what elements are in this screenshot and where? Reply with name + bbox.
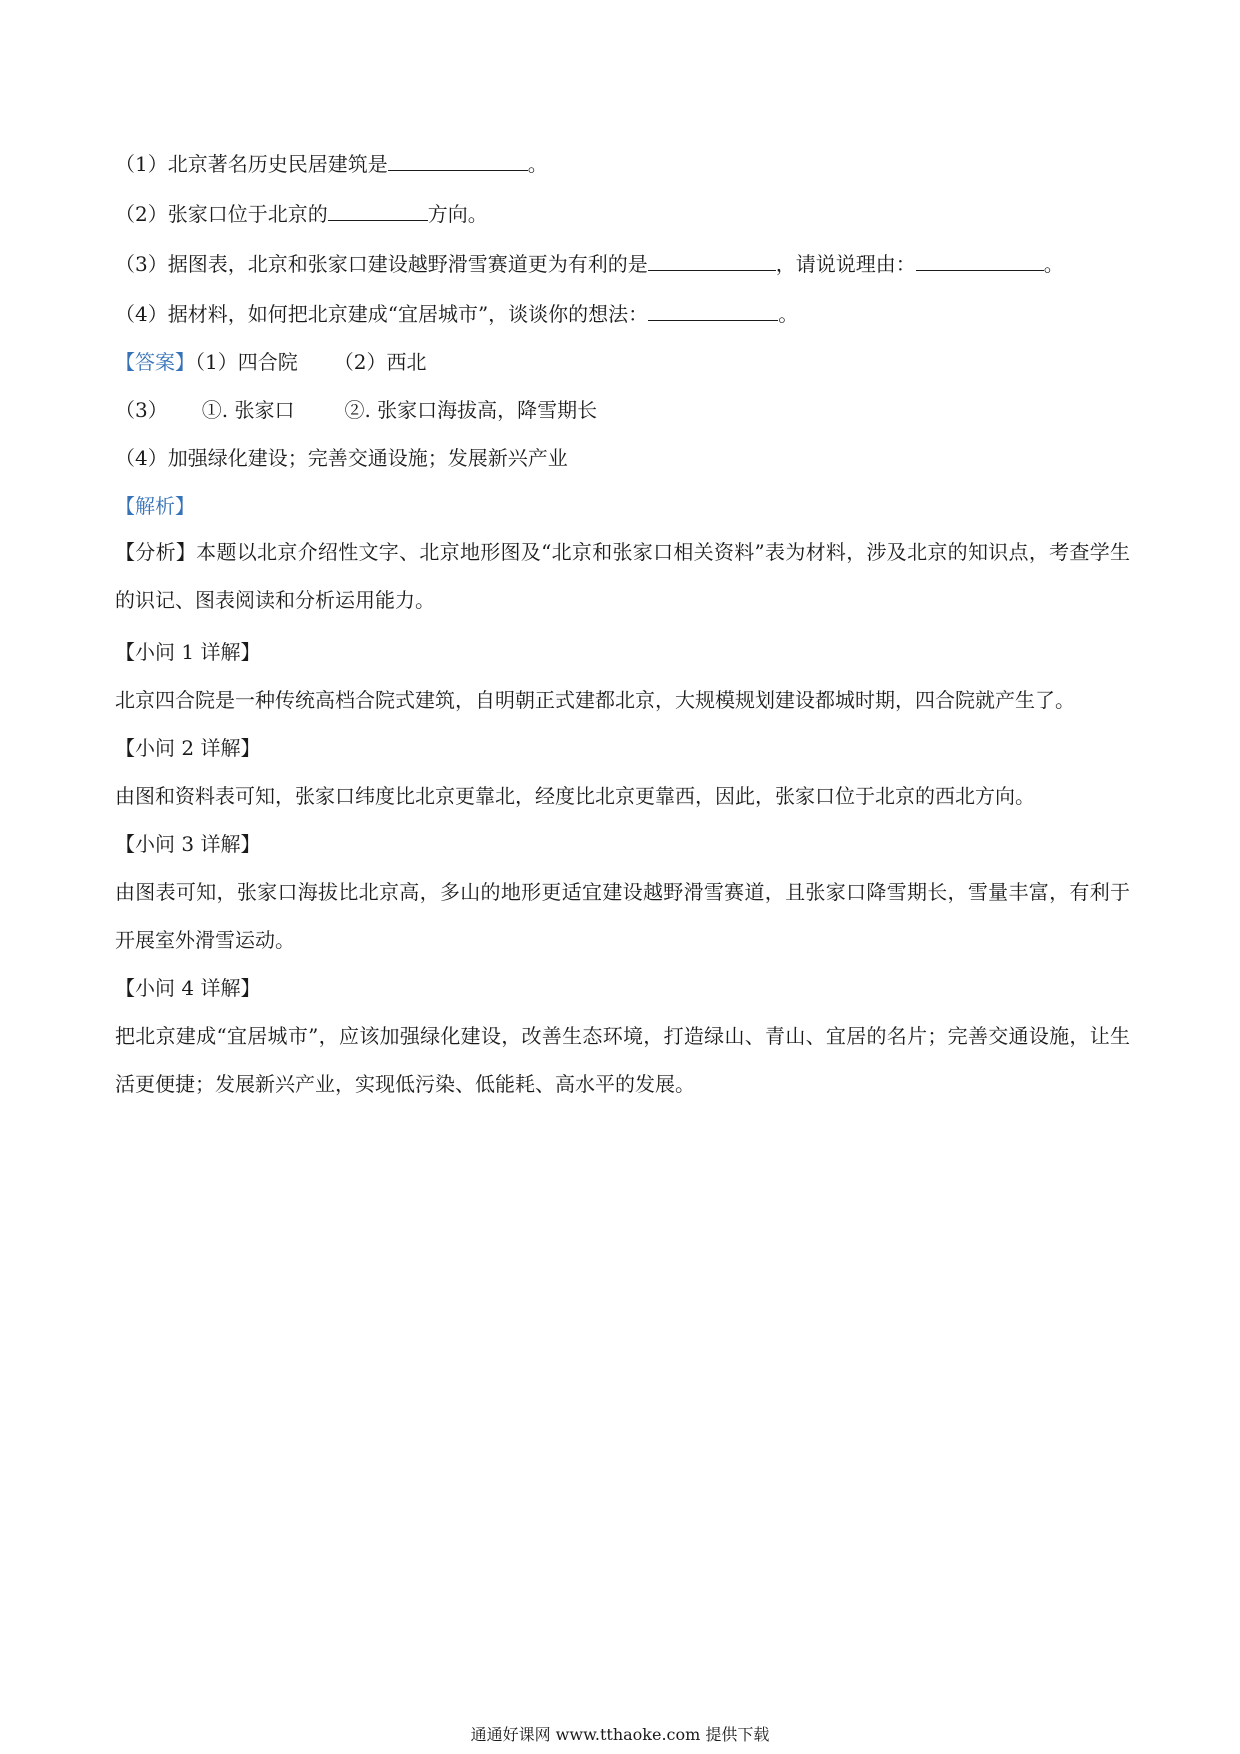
section-body-3: 由图表可知，张家口海拔比北京高，多山的地形更适宜建设越野滑雪赛道，且张家口降雪期长，雪量丰富，有利于开展室外滑雪运动。 xyxy=(115,880,1130,952)
question-4 xyxy=(115,298,1130,328)
answer-3-number: （3） xyxy=(115,398,168,422)
answer-label: 【答案】 xyxy=(115,350,195,374)
question-2 xyxy=(115,198,1130,228)
analysis-label: 【解析】 xyxy=(115,494,195,518)
section-title-1: 【小问 1 详解】 xyxy=(115,640,261,664)
answer-3-part-1: ①. 张家口 xyxy=(201,398,295,422)
section-body-1: 北京四合院是一种传统高档合院式建筑，自明朝正式建都北京，大规模规划建设都城时期，四合院就产生了。 xyxy=(115,688,1075,712)
question-3 xyxy=(115,248,1130,278)
page-footer: 通通好课网 www.tthaoke.com 提供下载 xyxy=(470,1725,770,1744)
analysis-intro: 【分析】本题以北京介绍性文字、北京地形图及“北京和张家口相关资料”表为材料，涉及北京的知识点，考查学生的识记、图表阅读和分析运用能力。 xyxy=(115,540,1130,612)
answer-line-3 xyxy=(115,444,1130,472)
question-number: （4） xyxy=(115,302,168,326)
answer-blank[interactable] xyxy=(648,298,778,321)
question-text: 据材料，如何把北京建成“宜居城市”，谈谈你的想法： xyxy=(167,302,649,326)
document-page xyxy=(115,148,1130,1108)
answer-line-2 xyxy=(115,396,1130,424)
answer-blank[interactable] xyxy=(388,148,528,171)
question-text-end: 方向。 xyxy=(427,202,488,226)
answer-blank[interactable] xyxy=(916,248,1044,271)
question-text-end: 。 xyxy=(1043,252,1064,276)
answer-line-1 xyxy=(115,348,1130,376)
question-text-mid: ，请说说理由： xyxy=(775,252,916,276)
answer-blank[interactable] xyxy=(328,198,428,221)
question-number: （1） xyxy=(115,152,168,176)
question-number: （2） xyxy=(115,202,168,226)
section-title-4: 【小问 4 详解】 xyxy=(115,976,261,1000)
answer-3-part-2: ②. 张家口海拔高，降雪期长 xyxy=(344,398,598,422)
question-text: 张家口位于北京的 xyxy=(167,202,328,226)
section-title-3: 【小问 3 详解】 xyxy=(115,832,261,856)
section-body-2: 由图和资料表可知，张家口纬度比北京更靠北，经度比北京更靠西，因此，张家口位于北京的西北方向。 xyxy=(115,784,1035,808)
answer-4: （4）加强绿化建设；完善交通设施；发展新兴产业 xyxy=(115,446,568,470)
section-body-4: 把北京建成“宜居城市”，应该加强绿化建设，改善生态环境，打造绿山、青山、宜居的名片；完善交通设施，让生活更便捷；发展新兴产业，实现低污染、低能耗、高水平的发展。 xyxy=(115,1024,1130,1096)
question-text-end: 。 xyxy=(778,302,799,326)
analysis-heading xyxy=(115,492,1130,520)
answer-2: （2）西北 xyxy=(333,350,427,374)
question-text: 北京著名历史民居建筑是 xyxy=(167,152,388,176)
section-title-2: 【小问 2 详解】 xyxy=(115,736,261,760)
question-number: （3） xyxy=(115,252,168,276)
question-1 xyxy=(115,148,1130,178)
answer-1: （1）四合院 xyxy=(195,350,298,374)
question-text-end: 。 xyxy=(527,152,548,176)
answer-blank[interactable] xyxy=(648,248,776,271)
question-text: 据图表，北京和张家口建设越野滑雪赛道更为有利的是 xyxy=(167,252,648,276)
